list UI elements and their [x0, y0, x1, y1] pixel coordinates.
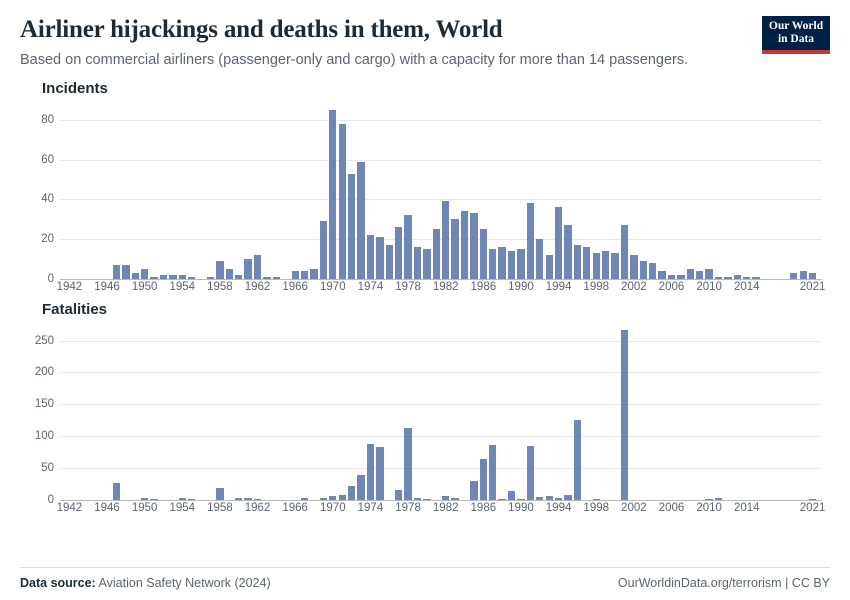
chart-header [20, 16, 830, 70]
x-axis-tick-label: 1994 [545, 280, 572, 293]
x-axis-tick-label: 1970 [320, 501, 346, 514]
bar[interactable] [414, 247, 421, 279]
x-axis-tick-label: 1990 [508, 501, 534, 514]
bar[interactable] [348, 174, 355, 279]
plot-area-incidents [41, 101, 822, 285]
owid-logo-line2: in Data [777, 32, 815, 45]
x-axis-tick-label: 1994 [545, 501, 572, 514]
y-axis-tick-label: 0 [47, 493, 54, 506]
bar[interactable] [367, 235, 374, 279]
bar[interactable] [320, 221, 327, 278]
x-axis-tick-label: 1946 [94, 280, 120, 293]
bar[interactable] [301, 271, 308, 279]
bar[interactable] [395, 227, 402, 278]
x-axis-tick-label: 2014 [733, 280, 760, 293]
bar[interactable] [292, 271, 299, 279]
y-axis-tick-label: 150 [34, 398, 54, 411]
x-axis-tick-label: 1998 [583, 280, 610, 293]
bar[interactable] [536, 239, 543, 279]
bar[interactable] [442, 201, 449, 278]
bar[interactable] [527, 446, 534, 500]
y-axis-tick-label: 250 [34, 334, 54, 347]
bar-series [60, 322, 822, 500]
x-axis-tick-label: 1978 [395, 280, 421, 293]
bar[interactable] [386, 245, 393, 279]
bar[interactable] [113, 483, 120, 500]
x-axis-tick-label: 2006 [658, 501, 685, 514]
y-axis-tick-label: 80 [41, 114, 54, 127]
x-axis-tick-label: 1986 [470, 280, 497, 293]
owid-logo[interactable] [762, 16, 830, 54]
bar[interactable] [216, 261, 223, 279]
x-axis-tick-label: 2002 [621, 280, 647, 293]
y-axis-tick-label: 40 [41, 193, 54, 206]
bar[interactable] [451, 219, 458, 278]
bar[interactable] [555, 207, 562, 278]
chart-panels [20, 80, 830, 522]
x-axis-tick-label: 2010 [696, 501, 722, 514]
bar-series [60, 101, 822, 279]
bar[interactable] [621, 330, 628, 500]
y-axis-tick-label: 60 [41, 153, 54, 166]
bar[interactable] [800, 271, 807, 279]
y-axis-tick-label: 0 [47, 272, 54, 285]
x-axis-tick-label: 2010 [696, 280, 722, 293]
chart-footer [20, 567, 830, 590]
x-axis-tick-label: 1958 [207, 501, 233, 514]
bar[interactable] [376, 447, 383, 499]
x-axis-tick-label: 1974 [357, 280, 384, 293]
x-axis-tick-label: 1982 [432, 501, 459, 514]
x-axis-tick-label: 1954 [169, 280, 196, 293]
bar[interactable] [621, 225, 628, 278]
bar[interactable] [310, 269, 317, 279]
x-axis-tick-label: 2014 [733, 501, 760, 514]
y-axis-tick-label: 200 [34, 366, 54, 379]
bar[interactable] [508, 251, 515, 279]
bar[interactable] [216, 488, 223, 500]
x-axis-tick-label: 1978 [395, 501, 421, 514]
bar[interactable] [141, 269, 148, 279]
bar[interactable] [470, 213, 477, 278]
panel-title-incidents: Incidents [42, 79, 108, 97]
page-title: Airliner hijackings and deaths in them, World [20, 16, 503, 43]
plot-area-fatalities [34, 322, 822, 506]
x-axis-tick-label: 1942 [56, 280, 83, 293]
bar[interactable] [489, 249, 496, 279]
bar[interactable] [404, 215, 411, 278]
bar[interactable] [404, 428, 411, 500]
owid-logo-line1: Our World [768, 20, 824, 32]
x-axis-tick-label: 2002 [621, 501, 647, 514]
bar[interactable] [705, 269, 712, 279]
panel-fatalities [20, 301, 830, 522]
panel-incidents [20, 80, 830, 301]
x-axis-tick-label: 1970 [320, 280, 346, 293]
x-axis-tick-label: 1990 [508, 280, 534, 293]
x-axis-tick-label: 1986 [470, 501, 497, 514]
bar[interactable] [649, 263, 656, 279]
bar[interactable] [357, 475, 364, 500]
bar[interactable] [395, 490, 402, 500]
y-axis-tick-label: 100 [34, 430, 54, 443]
bar[interactable] [574, 245, 581, 279]
plot-incidents [41, 101, 826, 301]
page-subtitle: Based on commercial airliners (passenger-only and cargo) with a capacity for more than 14 passengers. [20, 51, 689, 68]
x-axis-tick-label: 1998 [583, 501, 610, 514]
bar[interactable] [696, 271, 703, 279]
bar[interactable] [367, 444, 374, 499]
y-axis-tick-label: 50 [41, 461, 54, 474]
x-axis-tick-label: 1950 [131, 280, 158, 293]
x-axis-tick-label: 2021 [799, 280, 826, 293]
data-source-value: Aviation Safety Network (2024) [98, 576, 271, 590]
panel-title-fatalities: Fatalities [42, 300, 108, 318]
bar[interactable] [423, 249, 430, 279]
plot-fatalities [34, 322, 826, 522]
bar[interactable] [433, 229, 440, 278]
data-source [20, 576, 271, 590]
footer-attribution[interactable]: OurWorldinData.org/terrorism | CC BY [617, 576, 830, 590]
bar[interactable] [593, 253, 600, 279]
bar[interactable] [226, 269, 233, 279]
bar[interactable] [480, 459, 487, 500]
x-axis-tick-label: 1950 [131, 501, 158, 514]
bar[interactable] [508, 491, 515, 500]
bar[interactable] [339, 124, 346, 278]
x-axis-tick-label: 1954 [169, 501, 196, 514]
bar[interactable] [480, 229, 487, 278]
x-axis-fatalities [56, 500, 826, 522]
bar[interactable] [348, 486, 355, 499]
bar[interactable] [357, 162, 364, 279]
bar[interactable] [489, 445, 496, 500]
bar[interactable] [113, 265, 120, 279]
y-axis-tick-label: 20 [41, 233, 54, 246]
data-source-label: Data source: [20, 576, 96, 590]
bar[interactable] [546, 255, 553, 279]
x-axis-tick-label: 1966 [282, 501, 308, 514]
bar[interactable] [687, 269, 694, 279]
x-axis-tick-label: 2006 [658, 280, 685, 293]
bar[interactable] [376, 237, 383, 279]
bar[interactable] [122, 265, 129, 279]
bar[interactable] [602, 251, 609, 279]
bar[interactable] [527, 203, 534, 278]
bar[interactable] [254, 255, 261, 279]
x-axis-tick-label: 1982 [432, 280, 459, 293]
x-axis-tick-label: 2021 [799, 501, 826, 514]
x-axis-tick-label: 1958 [207, 280, 233, 293]
bar[interactable] [461, 211, 468, 278]
bar[interactable] [640, 261, 647, 279]
bar[interactable] [244, 259, 251, 279]
x-axis-tick-label: 1942 [56, 501, 83, 514]
x-axis-tick-label: 1966 [282, 280, 308, 293]
bar[interactable] [583, 247, 590, 279]
bar[interactable] [498, 247, 505, 279]
x-axis-tick-label: 1946 [94, 501, 120, 514]
bar[interactable] [329, 110, 336, 278]
x-axis-tick-label: 1962 [244, 280, 271, 293]
bar[interactable] [574, 420, 581, 499]
bar[interactable] [658, 271, 665, 279]
bar[interactable] [611, 253, 618, 279]
x-axis-incidents [56, 279, 826, 301]
bar[interactable] [517, 249, 524, 279]
bar[interactable] [630, 255, 637, 279]
bar[interactable] [470, 481, 477, 500]
x-axis-tick-label: 1974 [357, 501, 384, 514]
x-axis-tick-label: 1962 [244, 501, 271, 514]
bar[interactable] [564, 225, 571, 278]
